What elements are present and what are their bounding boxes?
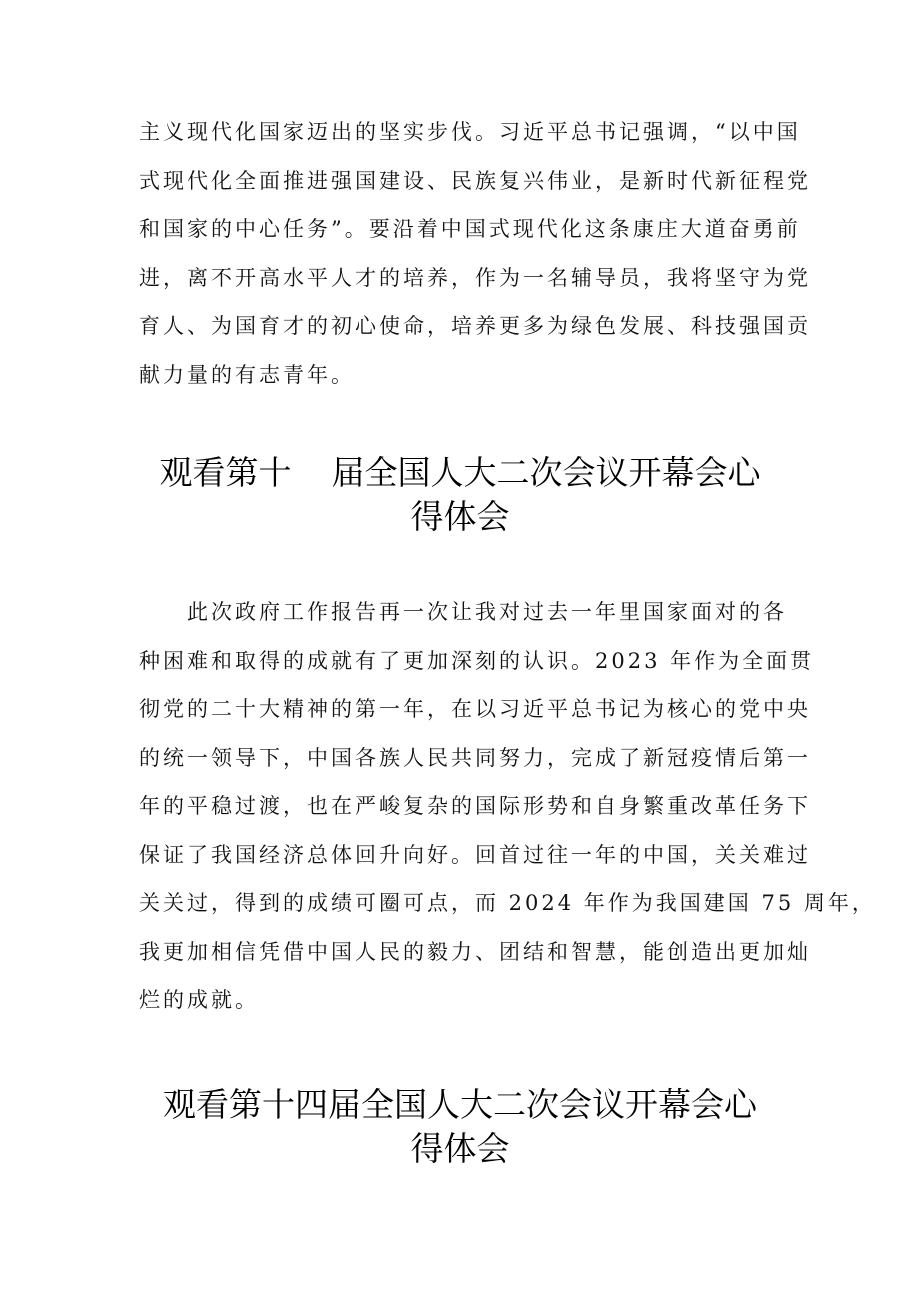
paragraph-line: 种困难和取得的成就有了更加深刻的认识。2023 年作为全面贯: [139, 648, 815, 673]
heading-line: 观看第十四届全国人大二次会议开幕会心: [163, 1085, 757, 1124]
paragraph-line: 保证了我国经济总体回升向好。回首过往一年的中国，关关难过: [139, 842, 811, 867]
paragraph-line: 此次政府工作报告再一次让我对过去一年里国家面对的各: [139, 600, 787, 624]
paragraph-line: 主义现代化国家迈出的坚实步伐。习近平总书记强调，“以中国: [139, 120, 801, 144]
paragraph-line: 的统一领导下，中国各族人民共同努力，完成了新冠疫情后第一: [139, 745, 811, 770]
paragraph-line: 献力量的有志青年。: [139, 362, 355, 387]
heading-line: [110, 451, 810, 495]
paragraph-line: 和国家的中心任务”。要沿着中国式现代化这条康庄大道奋勇前: [139, 217, 801, 241]
paragraph-line: 彻党的二十大精神的第一年，在以习近平总书记为核心的党中央: [139, 697, 811, 721]
body-paragraph-2: [139, 588, 876, 1025]
section-heading-2: [110, 1083, 810, 1171]
heading-line: 得体会: [410, 497, 510, 536]
paragraph-line: 关关过，得到的成绩可圈可点，而 2024 年作为我国建国 75 周年，: [139, 891, 876, 915]
paragraph-line: 烂的成就。: [139, 988, 259, 1012]
paragraph-line: 年的平稳过渡，也在严峻复杂的国际形势和自身繁重改革任务下: [139, 794, 811, 818]
heading-text-part: 届全国人大二次会议开幕会心: [331, 453, 761, 492]
body-paragraph-1: [139, 108, 811, 399]
paragraph-line: 进，离不开高水平人才的培养，作为一名辅导员，我将坚守为党: [139, 265, 811, 290]
heading-text-part: 观看第十: [159, 453, 292, 492]
section-heading-1: [110, 451, 810, 539]
heading-line: 得体会: [410, 1129, 510, 1168]
paragraph-line: 我更加相信凭借中国人民的毅力、团结和智慧，能创造出更加灿: [139, 939, 811, 964]
paragraph-line: 育人、为国育才的初心使命，培养更多为绿色发展、科技强国贡: [139, 314, 811, 338]
paragraph-line: 式现代化全面推进强国建设、民族复兴伟业，是新时代新征程党: [139, 168, 811, 193]
